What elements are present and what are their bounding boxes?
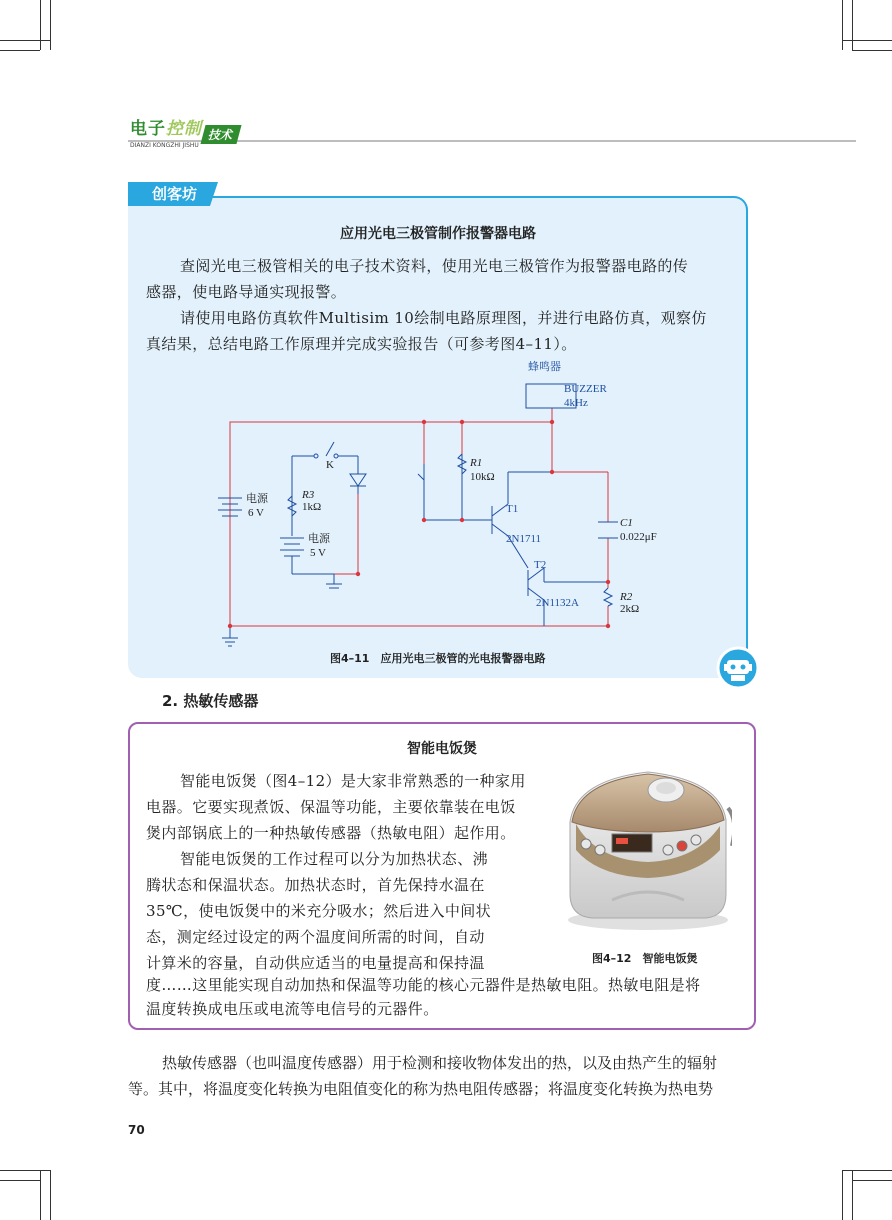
rice-line: 35℃，使电饭煲中的米充分吸水；然后进入中间状: [146, 902, 492, 920]
r3-label: R3: [302, 489, 315, 501]
rice-line: 温度转换成电压或电流等电信号的元器件。: [146, 1000, 439, 1018]
t2-part: 2N1132A: [536, 597, 579, 609]
body-line-2: 等。其中，将温度变化转换为电阻值变化的称为热电阻传感器；将温度变化转换为热电势: [128, 1080, 714, 1098]
c1-label: C1: [620, 517, 633, 529]
crop-mark: [842, 40, 892, 41]
page-number: 70: [128, 1123, 145, 1137]
t1-part: 2N1711: [506, 533, 542, 545]
rice-line: 腾状态和保温状态。加热状态时，首先保持水温在: [146, 876, 485, 894]
source-6v-name: 电源: [246, 493, 268, 505]
figure-4-12-caption: 图4–12 智能电饭煲: [592, 952, 698, 965]
section-heading: 2. 热敏传感器: [162, 692, 259, 710]
c1-value: 0.022μF: [620, 531, 657, 543]
maker-title: 应用光电三极管制作报警器电路: [340, 226, 536, 242]
buzzer-en-label: BUZZER: [564, 383, 607, 395]
book-title: [130, 114, 202, 139]
crop-mark: [852, 1180, 892, 1181]
buzzer-cn-label: 蜂鸣器: [528, 361, 561, 373]
buzzer-freq-label: 4kHz: [564, 397, 588, 409]
r3-value: 1kΩ: [302, 501, 322, 513]
crop-mark: [50, 0, 51, 50]
r1-label: R1: [470, 457, 483, 469]
circuit-diagram: [210, 356, 680, 656]
rice-cooker-photo: [556, 760, 732, 936]
crop-mark: [852, 50, 892, 51]
rice-line: 计算米的容量，自动供应适当的电量提高和保持温: [146, 954, 485, 972]
rice-line: 智能电饭煲的工作过程可以分为加热状态、沸: [180, 850, 489, 868]
maker-para-1-line-1: 查阅光电三极管相关的电子技术资料，使用光电三极管作为报警器电路的传: [180, 257, 689, 275]
source-5v-value: 5 V: [310, 547, 326, 559]
title-part-a: 电子: [130, 119, 166, 139]
maker-para-2-line-1: 请使用电路仿真软件Multisim 10绘制电路原理图，并进行电路仿真，观察仿: [180, 309, 707, 327]
crop-mark: [852, 0, 853, 50]
maker-para-1-line-2: 感器，使电路导通实现报警。: [146, 283, 347, 301]
rice-line: 煲内部锅底上的一种热敏传感器（热敏电阻）起作用。: [146, 824, 516, 842]
crop-mark: [0, 50, 40, 51]
crop-mark: [842, 1170, 892, 1171]
crop-mark: [40, 0, 41, 50]
rice-line: 态，测定经过设定的两个温度间所需的时间，自动: [146, 928, 485, 946]
source-5v-name: 电源: [308, 533, 330, 545]
crop-mark: [40, 1170, 41, 1220]
crop-mark: [0, 1180, 40, 1181]
figure-4-11-caption: 图4–11 应用光电三极管的光电报警器电路: [330, 652, 546, 665]
maker-para-2-line-2: 真结果，总结电路工作原理并完成实验报告（可参考图4–11）。: [146, 335, 577, 353]
maker-tab-label: 创客坊: [152, 185, 198, 203]
crop-mark: [842, 1170, 843, 1220]
rice-cooker-title: 智能电饭煲: [407, 741, 477, 757]
title-part-b: 控制: [166, 119, 202, 139]
rice-line: 度……这里能实现自动加热和保温等功能的核心元器件是热敏电阻。热敏电阻是将: [146, 976, 701, 994]
crop-mark: [852, 1170, 853, 1220]
r2-value: 2kΩ: [620, 603, 640, 615]
rice-line: 电器。它要实现煮饭、保温等功能，主要依靠装在电饭: [146, 798, 516, 816]
title-tag: 技术: [200, 125, 241, 144]
circuit-labels: [246, 359, 657, 615]
rice-line: 智能电饭煲（图4–12）是大家非常熟悉的一种家用: [180, 772, 526, 790]
book-pinyin: DIANZI KONGZHI JISHU: [130, 142, 199, 149]
crop-mark: [842, 0, 843, 50]
switch-label: K: [326, 459, 334, 471]
wires: [230, 408, 608, 626]
crop-mark: [0, 40, 50, 41]
robot-icon: [716, 646, 760, 690]
r1-value: 10kΩ: [470, 471, 495, 483]
crop-mark: [0, 1170, 50, 1171]
source-6v-value: 6 V: [248, 507, 264, 519]
t2-label: T2: [534, 559, 547, 571]
t1-label: T1: [506, 503, 519, 515]
body-line-1: 热敏传感器（也叫温度传感器）用于检测和接收物体发出的热，以及由热产生的辐射: [162, 1054, 718, 1072]
crop-mark: [50, 1170, 51, 1220]
r2-label: R2: [620, 591, 633, 603]
